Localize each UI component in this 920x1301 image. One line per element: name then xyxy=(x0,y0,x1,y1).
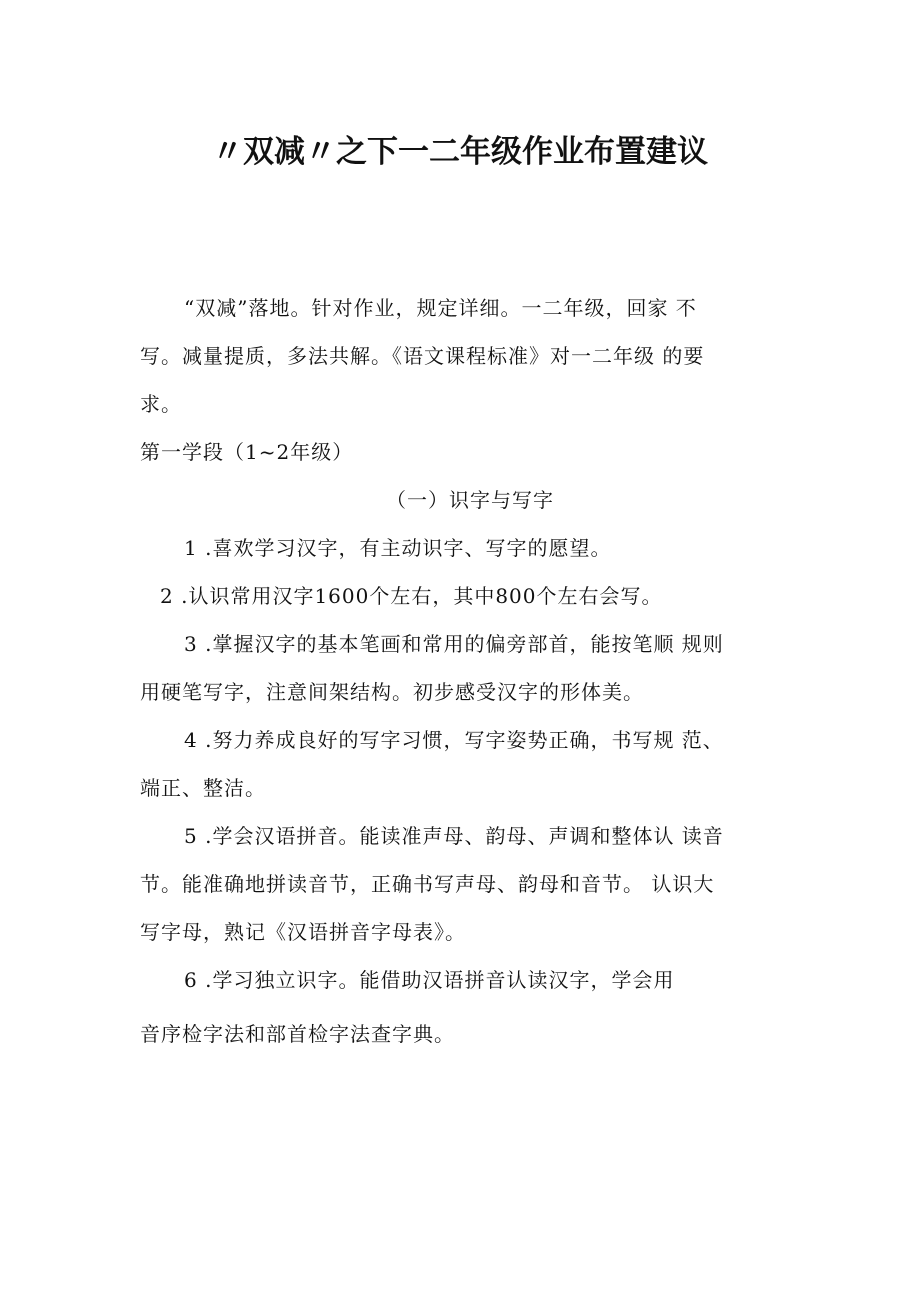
list-item xyxy=(140,812,800,956)
list-item-line: 写字母，熟记《汉语拼音字母表》。 xyxy=(140,920,466,944)
list-item-line: 端正、整洁。 xyxy=(140,776,266,800)
list-item xyxy=(140,572,800,620)
list-item-line: 5 .学会汉语拼音。能读准声母、韵母、声调和整体认 读音 xyxy=(184,824,724,848)
intro-line: “双减”落地。针对作业，规定详细。一二年级，回家 不 xyxy=(184,296,697,320)
list-item-line: 3 .掌握汉字的基本笔画和常用的偏旁部首，能按笔顺 规则 xyxy=(184,632,724,656)
list-item-line: 2 .认识常用汉字1600个左右，其中800个左右会写。 xyxy=(160,584,663,608)
list-item xyxy=(140,524,800,572)
list-item xyxy=(140,716,800,812)
list-item-line: 节。能准确地拼读音节，正确书写声母、韵母和音节。 认识大 xyxy=(140,872,715,896)
list-item-line: 4 .努力养成良好的写字习惯，写字姿势正确，书写规 范、 xyxy=(184,728,724,752)
section-heading: （一）识字与写字 xyxy=(386,488,554,512)
list-item-line: 音序检字法和部首检字法查字典。 xyxy=(140,1022,455,1046)
document-title: 〃双减〃之下一二年级作业布置建议 xyxy=(212,134,708,170)
intro-paragraph xyxy=(140,284,800,428)
list-item xyxy=(140,620,800,716)
document-body xyxy=(140,284,800,1058)
intro-line: 写。减量提质，多法共解。《语文课程标准》对一二年级 的要 xyxy=(140,344,705,368)
stage-heading: 第一学段（1~2年级） xyxy=(140,440,354,464)
intro-line: 求。 xyxy=(140,392,182,416)
list-item-line: 6 .学习独立识字。能借助汉语拼音认读汉字，学会用 xyxy=(184,968,675,992)
list-item-line: 1 .喜欢学习汉字，有主动识字、写字的愿望。 xyxy=(184,536,612,560)
list-item xyxy=(140,956,800,1058)
list-item-line: 用硬笔写字，注意间架结构。初步感受汉字的形体美。 xyxy=(140,680,644,704)
